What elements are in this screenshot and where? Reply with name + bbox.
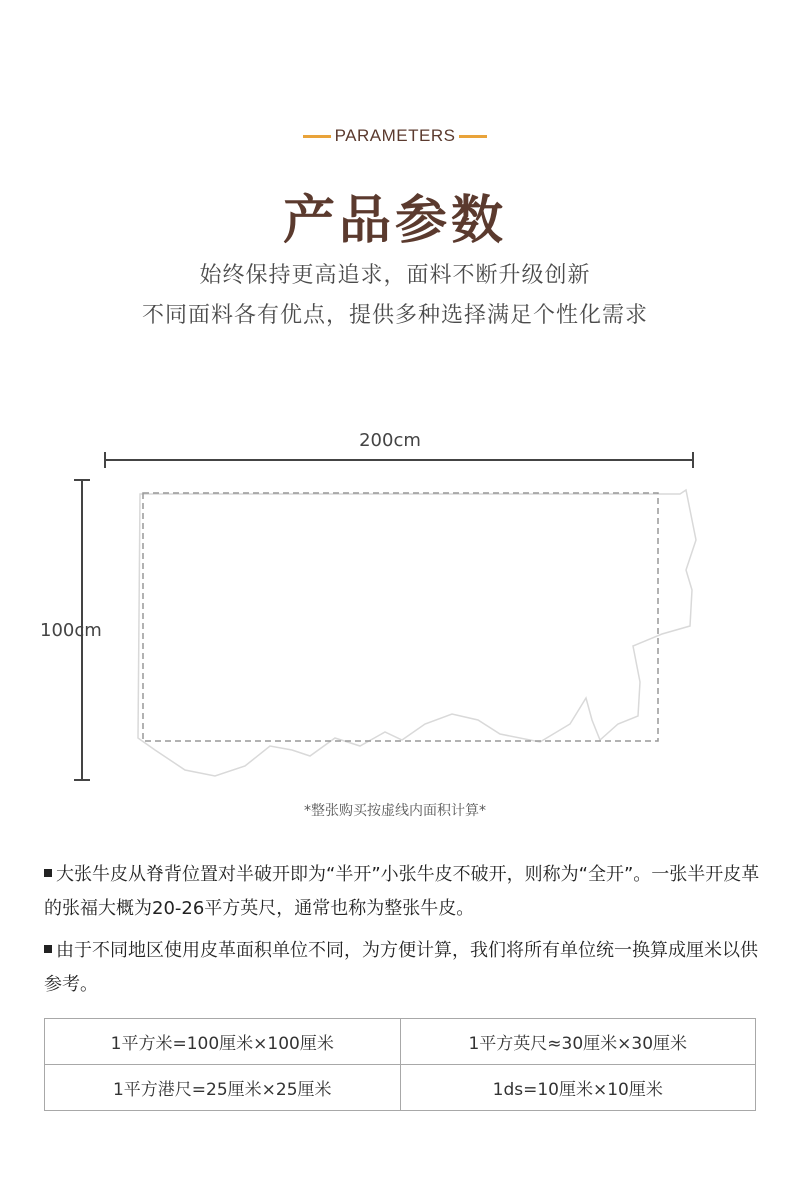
- eyebrow-dash-right: [459, 135, 487, 138]
- width-dimension-line: [105, 452, 693, 468]
- subtitle-line-2: 不同面料各有优点，提供多种选择满足个性化需求: [141, 303, 648, 328]
- table-cell: 1平方米=100厘米×100厘米: [45, 1019, 401, 1065]
- paragraph-text-2: 由于不同地区使用皮革面积单位不同，为方便计算，我们将所有单位统一换算成厘米以供参考。: [44, 940, 758, 995]
- width-label: 200cm: [359, 430, 421, 451]
- leather-hide-shape: [138, 490, 696, 776]
- leather-outline-graphic: [0, 420, 790, 800]
- paragraph-text-1: 大张牛皮从脊背位置对半破开即为“半开”小张牛皮不破开，则称为“全开”。一张半开皮革的张福大概为20-26平方英尺，通常也称为整张牛皮。: [44, 864, 760, 919]
- eyebrow-dash-left: [303, 135, 331, 138]
- section-eyebrow: [0, 122, 790, 150]
- paragraph-half-full: [44, 858, 764, 926]
- bullet-square-icon: [44, 869, 52, 877]
- eyebrow-text: PARAMETERS: [334, 126, 456, 145]
- unit-conversion-table: [44, 1018, 756, 1111]
- paragraph-unit-conversion: [44, 934, 764, 1002]
- subtitle-line-1: 始终保持更高追求，面料不断升级创新: [199, 263, 591, 288]
- size-diagram: [0, 420, 790, 840]
- height-label: 100cm: [40, 620, 102, 641]
- table-cell: 1ds=10厘米×10厘米: [400, 1065, 756, 1111]
- table-cell: 1平方英尺≈30厘米×30厘米: [400, 1019, 756, 1065]
- table-row: [45, 1019, 756, 1065]
- bullet-square-icon: [44, 945, 52, 953]
- table-cell: 1平方港尺=25厘米×25厘米: [45, 1065, 401, 1111]
- page-title: 产品参数: [282, 191, 507, 251]
- area-note: *整张购买按虚线内面积计算*: [304, 803, 486, 819]
- table-row: [45, 1065, 756, 1111]
